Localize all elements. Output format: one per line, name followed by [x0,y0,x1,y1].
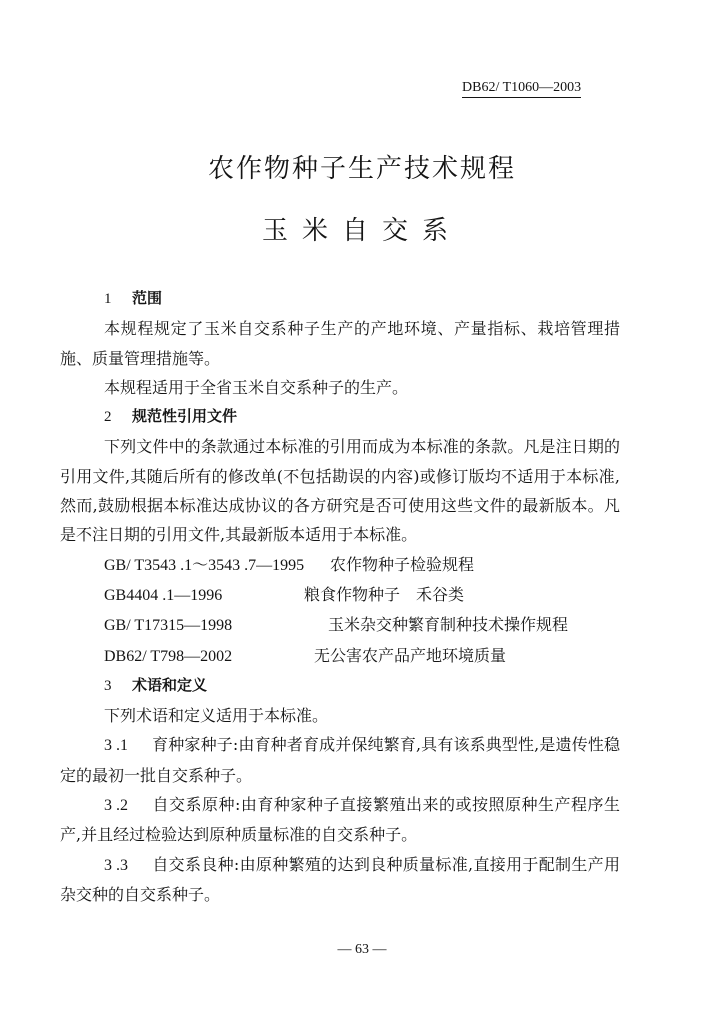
reference-name: 玉米杂交种繁育制种技术操作规程 [328,615,569,635]
reference-code: GB/ T3543 .1～3543 .7—1995 [104,556,305,574]
document-body [60,284,620,909]
section-number: 1 [104,291,112,307]
definition-text: 自交系原种:由育种家种子直接繁殖出来的或按照原种生产程序生产,并且经过检验达到原种质量标准的自交系种子。 [60,795,620,845]
standard-number: DB62/ T1060—2003 [462,80,581,98]
reference-name: 农作物种子检验规程 [330,554,475,574]
reference-item [60,550,620,580]
reference-name: 粮食作物种子 禾谷类 [304,584,465,604]
reference-name: 无公害农产品产地环境质量 [314,645,507,665]
reference-code: GB/ T17315—1998 [104,617,233,635]
definition-item [60,730,620,790]
section-number: 2 [104,409,112,426]
definition-text: 育种家种子:由育种者育成并保纯繁育,具有该系典型性,是遗传性稳定的最初一批自交系种子。 [60,735,620,785]
paragraph: 本规程规定了玉米自交系种子生产的产地环境、产量指标、栽培管理措施、质量管理措施等。 [60,319,620,368]
reference-item [60,641,620,671]
section-title: 术语和定义 [132,675,208,694]
definition-number: 3 .2 [104,797,128,815]
definition-number: 3 .3 [104,856,128,874]
reference-item [60,580,620,610]
definition-item [60,850,620,910]
page-number: — 63 — [337,942,387,957]
definition-number: 3 .1 [104,737,128,755]
document-title: 农作物种子生产技术规程 [207,154,516,184]
section-heading-terms-definitions [60,671,620,701]
reference-code: DB62/ T798—2002 [104,647,233,665]
section-title: 规范性引用文件 [132,407,238,426]
section-heading-normative-references [60,402,620,432]
section-heading-scope [60,284,620,314]
definition-text: 自交系良种:由原种繁殖的达到良种质量标准,直接用于配制生产用杂交种的自交系种子。 [60,854,620,904]
section-title: 范围 [132,289,163,307]
paragraph: 本规程适用于全省玉米自交系种子的生产。 [104,377,409,397]
reference-item [60,610,620,640]
definition-item [60,790,620,850]
reference-code: GB4404 .1—1996 [104,586,223,604]
section-number: 3 [104,677,112,694]
paragraph: 下列文件中的条款通过本标准的引用而成为本标准的条款。凡是注日期的引用文件,其随后所有的修改单(不包括勘误的内容)或修订版均不适用于本标准,然而,鼓励根据本标准达成协议的各方研究是否可使用这些文件的最新版本。凡是不注日期的引用文件,其最新版本适用于本标准。 [60,437,620,545]
document-subtitle: 玉米自交系 [261,216,462,246]
paragraph: 下列术语和定义适用于本标准。 [104,706,329,726]
